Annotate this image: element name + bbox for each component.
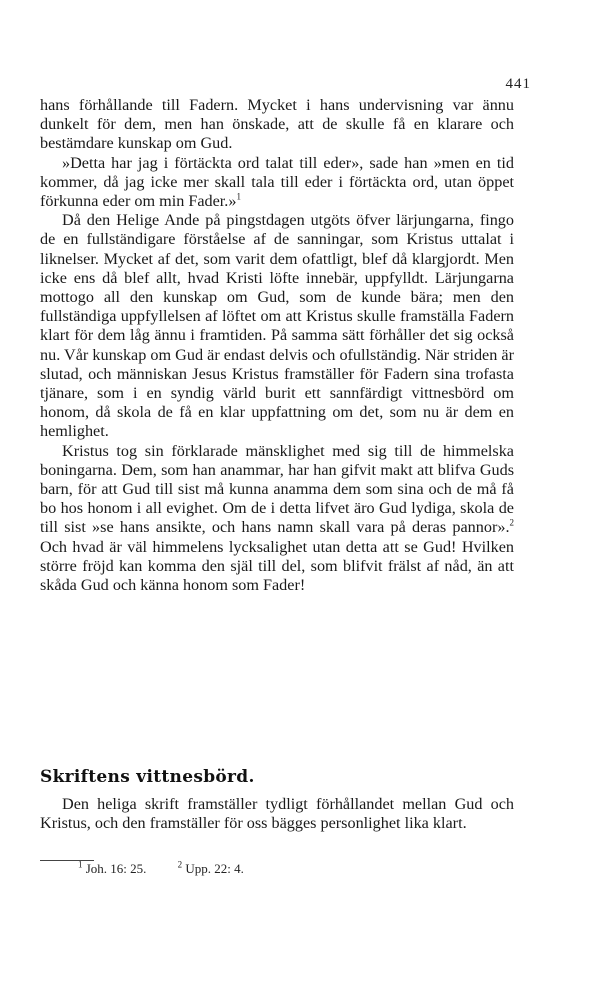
page-number: 441	[505, 76, 531, 92]
paragraph-3-text: Då den Helige Ande på pingstdagen utgöts öfver lärjungarna, fingo de en fullständigare förståelse af de sanningar, som Kristus uttalat i liknelser. Mycket af det, som varit dem ofattligt, blef då klargjordt. Men icke ens då blef allt, hvad Kristi löfte innebär, uppfylldt. Lärjungarna mottogo all den kunskap om Gud, som de kunde bära; men den fullständiga uppfyllelsen af löftet om att Kristus skulle framställa Fadern klart för dem låg ännu i framtiden. På samma sätt förhåller det sig också nu. Vår kunskap om Gud är endast delvis och ofullständig. När striden är slutad, och människan Jesus Kristus framställer för Fadern sina trofasta tjänare, som i en syndig värld burit ett sannfärdigt vittnesbörd om honom, då skola de få en klar uppfattning om det, som nu är dem en hemlighet.	[40, 211, 514, 441]
footnote-1-text: Joh. 16: 25.	[85, 861, 147, 876]
section-paragraph: Den heliga skrift framställer tydligt förhållandet mellan Gud och Kristus, och den framställer för oss bägges personlighet lika klart.	[40, 795, 514, 833]
paragraph-2	[40, 154, 514, 212]
paragraph-2-text: »Detta har jag i förtäckta ord talat till eder», sade han »men en tid kommer, då jag icke mer skall tala till eder i förtäckta ord, utan öppet förkunna eder om min Fader.»	[40, 153, 514, 211]
body-text	[40, 96, 514, 595]
footnote-1	[78, 861, 160, 876]
footnote-2-text: Upp. 22: 4.	[185, 861, 244, 876]
paragraph-4-tail: Och hvad är väl himmelens lycksalighet utan detta att se Gud! Hvilken större fröjd kan komma den själ till del, som blifvit frälst af nåd, än att skåda Gud och känna honom som Fader!	[40, 537, 514, 595]
paragraph-4-text: Kristus tog sin förklarade mänsklighet med sig till de himmelska boningarna. Dem, som han anammar, har han gifvit makt att blifva Guds barn, för att Gud till sist må kunna anamma dem som sina och de må få bo hos honom i all evighet. Om de i detta lifvet äro Gud lydiga, skola de till sist »se hans ansikte, och hans namn skall vara på deras pannor».	[40, 441, 514, 537]
paragraph-1	[40, 96, 514, 154]
paragraph-4	[40, 442, 514, 596]
section-heading: Skriftens vittnesbörd.	[40, 767, 255, 787]
paragraph-3	[40, 211, 514, 441]
footnote-ref-1: 1	[236, 191, 241, 202]
section-body	[40, 795, 514, 834]
footnote-ref-2: 2	[509, 518, 514, 529]
footnote-2-mark: 2	[177, 859, 183, 870]
paragraph-1-text: hans förhållande till Fadern. Mycket i hans undervisning var ännu dunkelt för dem, men han önskade, att de skulle få en klarare och bestämdare kunskap om Gud.	[40, 96, 514, 153]
footnote-1-mark: 1	[78, 859, 83, 870]
footnote-2	[178, 861, 258, 876]
footnotes	[78, 861, 272, 877]
